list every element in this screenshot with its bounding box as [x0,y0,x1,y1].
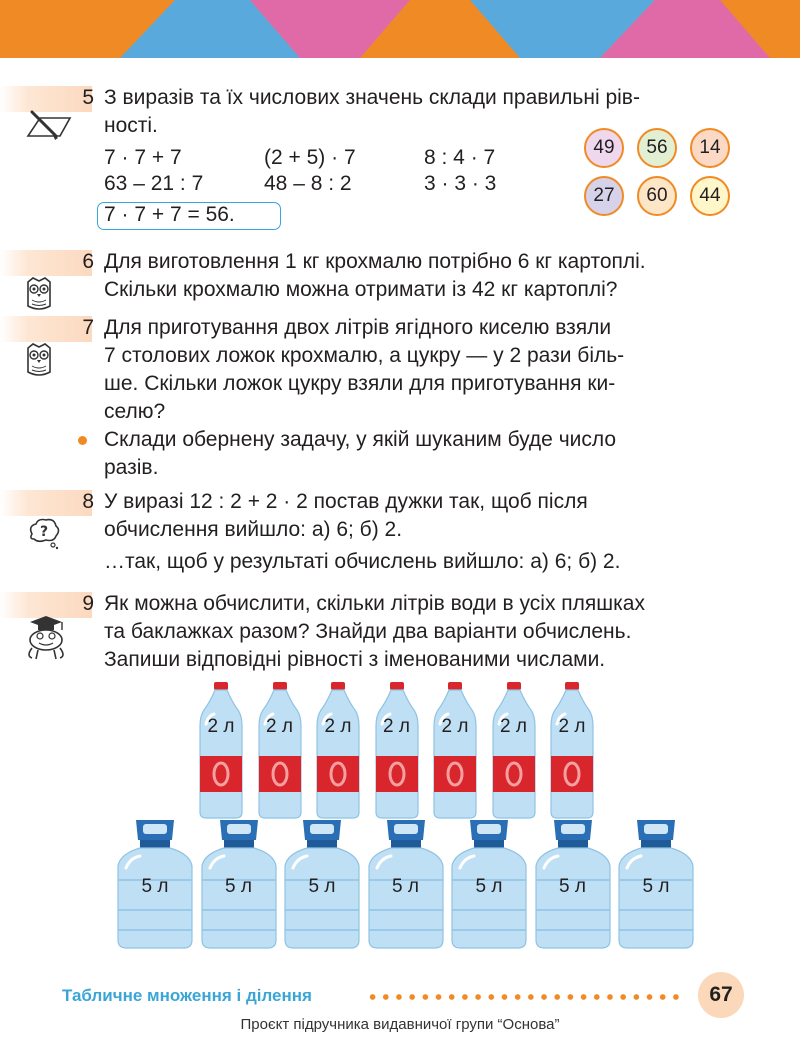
bottle-volume-label: 2 л [558,716,586,737]
jug-volume-label: 5 л [475,876,503,897]
owl-icon [24,342,54,378]
jug-volume-label: 5 л [225,876,252,897]
water-bottle [549,680,595,820]
task-7-bullet-line-1: Склади обернену задачу, у якій шуканим буде число [104,428,617,451]
jug-volume-label: 5 л [308,876,336,897]
bottle-volume-label: 2 л [441,716,469,737]
task-9-line-1: Як можна обчислити, скільки літрів води в усіх пляшках [104,592,645,615]
expression: 3 · 3 · 3 [424,172,497,195]
task-6 [0,248,800,308]
water-bottle [198,680,244,820]
bottle-volume-label: 2 л [500,716,527,737]
bottle-volume-label: 2 л [324,716,352,737]
task-number: 5 [82,86,94,109]
task-9-line-3: Запиши відповідні рівності з іменованими числами. [104,648,606,671]
water-bottle [315,680,361,820]
footer-section-title: Табличне множення і ділення [62,986,312,1005]
bullet-marker [78,436,87,445]
task-8-line-2: обчислення вийшло: а) 6; б) 2. [104,518,403,541]
bottle-volume-label: 2 л [383,716,410,737]
task-9 [0,590,800,680]
task-7-line-3: ше. Скільки ложок цукру взяли для приготування ки- [104,372,616,395]
task-9-line-2: та баклажках разом? Знайди два варіанти обчислень. [104,620,632,643]
jug-volume-label: 5 л [559,876,586,897]
example-equation: 7 · 7 + 7 = 56. [104,203,235,226]
expression: 63 – 21 : 7 [104,172,204,195]
task-8-line-1: У виразі 12 : 2 + 2 · 2 постав дужки так, щоб після [104,490,588,513]
task-number: 9 [82,592,94,615]
water-bottle [374,680,420,820]
expression: 8 : 4 · 7 [424,146,496,169]
task-6-line-1: Для виготовлення 1 кг крохмалю потрібно 6 кг картоплі. [104,250,646,273]
task-6-line-2: Скільки крохмалю можна отримати із 42 кг картоплі? [104,278,618,301]
expression: (2 + 5) · 7 [264,146,356,169]
task-number: 6 [82,250,94,273]
expression: 48 – 8 : 2 [264,172,352,195]
footer-dots [366,993,684,1001]
jugs-illustration [0,818,800,950]
value-circle: 44 [690,176,730,216]
value-circle: 60 [637,176,677,216]
expression: 7 · 7 + 7 [104,146,182,169]
task-7-bullet-line-2: разів. [104,456,159,479]
svg-text:?: ? [39,524,49,540]
frog-graduate-icon [16,612,72,662]
task-number: 8 [82,490,94,513]
task-7-line-2: 7 столових ложок крохмалю, а цукру — у 2 рази біль- [104,344,625,367]
jug-volume-label: 5 л [141,876,169,897]
publisher-credit: Проєкт підручника видавничої групи “Основа” [240,1016,560,1033]
bottles-illustration [0,680,800,820]
value-circle: 27 [584,176,624,216]
bottle-volume-label: 2 л [266,716,293,737]
jug-volume-label: 5 л [642,876,670,897]
task-7-line-1: Для приготування двох літрів ягідного киселю взяли [104,316,612,339]
value-circle: 49 [584,128,624,168]
water-bottle [257,680,303,820]
water-bottle [491,680,537,820]
task-5-line-2: ності. [104,114,158,137]
value-circle: 14 [690,128,730,168]
owl-icon [24,276,54,312]
task-8-extra: …так, щоб у результаті обчислень вийшло: а) 6; б) 2. [104,550,621,573]
bottle-volume-label: 2 л [207,716,235,737]
task-7-line-4: селю? [104,400,166,423]
top-banner [0,0,800,58]
page-number: 67 [698,972,744,1018]
task-8 [0,488,800,578]
thinking-cloud-icon [26,516,62,550]
jug-volume-label: 5 л [392,876,419,897]
task-7 [0,314,800,484]
task-5-line-1: З виразів та їх числових значень склади правильні рів- [104,86,640,109]
task-number: 7 [82,316,94,339]
pencil-notebook-icon [22,106,74,146]
value-circle: 56 [637,128,677,168]
water-bottle [432,680,478,820]
